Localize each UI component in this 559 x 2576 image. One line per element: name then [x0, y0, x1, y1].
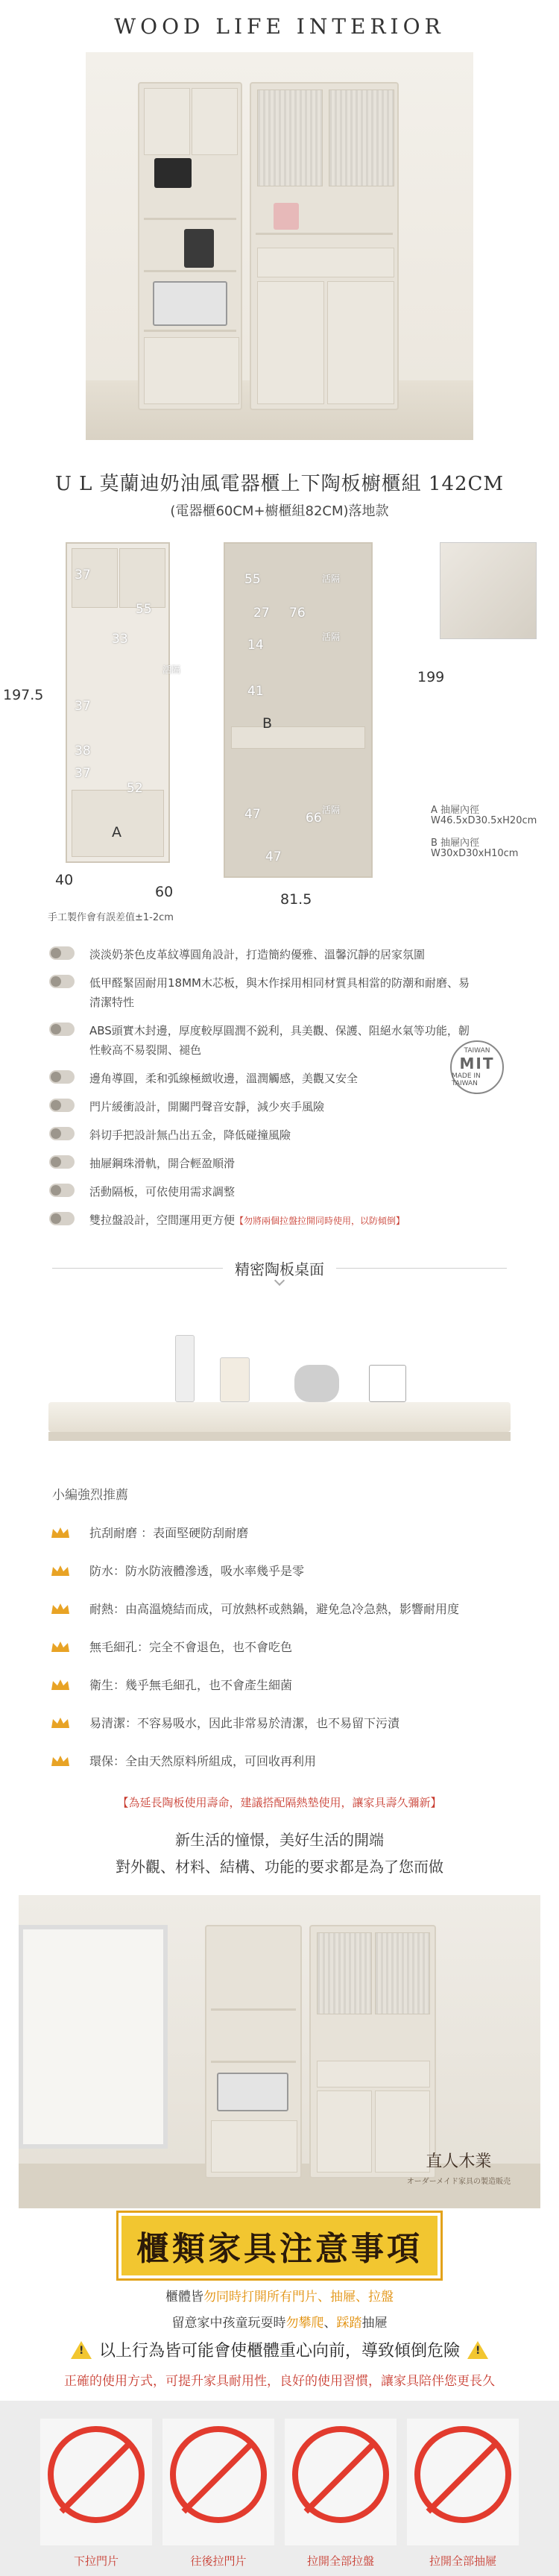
- prohibited-icon: [170, 2426, 267, 2523]
- feature-item: 邊角導圓，柔和弧線極緻收邊，溫潤觸感，美觀又安全: [49, 1069, 559, 1088]
- crown-icon: [51, 1602, 70, 1615]
- notice-line-4: 正確的使用方式，可提升家具耐用性，良好的使用習慣，讓家具陪伴您更長久: [64, 2374, 495, 2389]
- mit-badge: TAIWAN MIT MADE IN TAIWAN: [450, 1040, 504, 1094]
- notice-section: [0, 2213, 559, 2576]
- product-subtitle: (電器櫃60CM+櫥櫃組82CM)落地款: [170, 503, 389, 519]
- dim-right-4: 活隔: [322, 632, 341, 642]
- kettle-icon: [274, 203, 299, 230]
- warning-card: 下拉門片: [40, 2419, 152, 2569]
- recommend-item: 防水：防水防液體滲透，吸水率幾乎是零: [51, 1562, 559, 1579]
- drawer-b-size: W30xD30xH10cm: [431, 848, 519, 859]
- drawer-a-size: W46.5xD30.5xH20cm: [431, 815, 537, 826]
- feature-item: 淡淡奶茶色皮革紋導圓角設計，打造簡約優雅、溫馨沉靜的居家氛圍: [49, 945, 559, 964]
- dimension-drawing: [0, 527, 559, 945]
- dim-left-2: 33: [112, 632, 128, 647]
- toggle-icon: [49, 1127, 75, 1140]
- coffee-machine-icon: [184, 229, 214, 268]
- recommend-title: 小編強烈推薦: [52, 1488, 128, 1503]
- dim-right-10: 66: [306, 811, 322, 826]
- recommend-item: 環保：全由天然原料所組成，可回收再利用: [51, 1752, 559, 1769]
- feature-item: 門片緩衝設計，開關門聲音安靜，減少夾手風險: [49, 1097, 559, 1116]
- warning-card: 往後拉門片: [162, 2419, 274, 2569]
- counter-image: [48, 1290, 511, 1469]
- toggle-icon: [49, 1099, 75, 1112]
- scene-image: [19, 1895, 540, 2208]
- notice-line-1: 櫃體皆勿同時打開所有門片、抽屜、拉盤: [165, 2290, 394, 2305]
- hero-image: [86, 52, 473, 440]
- dim-left-4: 37: [75, 699, 91, 714]
- feature-item: 斜切手把設計無凸出五金，降低碰撞風險: [49, 1125, 559, 1145]
- crown-icon: [51, 1526, 70, 1539]
- toggle-icon: [49, 1184, 75, 1197]
- drawer-b-title: B 抽屜內徑: [431, 838, 480, 849]
- section-divider: [0, 1245, 559, 1290]
- toggle-icon: [49, 946, 75, 960]
- product-title: U L 莫蘭迪奶油風電器櫃上下陶板櫥櫃組 142CM: [54, 473, 505, 495]
- kettle-icon: [294, 1365, 339, 1402]
- section-title: 精密陶板桌面: [223, 1257, 336, 1279]
- crown-icon: [51, 1754, 70, 1768]
- dim-right-9: 活隔: [322, 805, 341, 815]
- toggle-icon: [49, 1155, 75, 1169]
- ceramic-care-note: 【為延長陶板使用壽命，建議搭配隔熱墊使用，讓家具壽久彌新】: [117, 1796, 442, 1809]
- prohibited-icon: [292, 2426, 389, 2523]
- brand-logo: 直人木業 オーダーメイド家具の製造販売: [406, 2152, 511, 2186]
- cup-icon: [369, 1365, 406, 1402]
- notice-heading: 櫃類家具注意事項: [119, 2213, 440, 2278]
- microwave-icon: [153, 281, 227, 326]
- recommend-item: 抗刮耐磨 ：表面堅硬防刮耐磨: [51, 1524, 559, 1541]
- toggle-icon: [49, 975, 75, 988]
- depth-dim: 40: [55, 872, 74, 888]
- prohibited-icon: [48, 2426, 145, 2523]
- recommend-item: 衛生：幾乎無毛細孔，也不會產生細菌: [51, 1676, 559, 1693]
- toaster-icon: [154, 158, 192, 188]
- warning-card: 拉開全部抽屜: [407, 2419, 519, 2569]
- jar-icon: [220, 1357, 250, 1402]
- width-right: 81.5: [280, 891, 312, 908]
- dim-right-8: 47: [244, 807, 261, 822]
- recommend-item: 耐熱：由高溫燒結而成，可放熱杯或熱鍋，避免急冷急熱，影響耐用度: [51, 1600, 559, 1617]
- feature-item: 活動隔板，可依使用需求調整: [49, 1182, 559, 1201]
- brand-header: WOOD LIFE INTERIOR: [114, 13, 445, 39]
- corner-detail-image: [440, 542, 537, 639]
- warning-icon: [467, 2341, 488, 2359]
- appliance-cabinet: [138, 82, 242, 410]
- bottle-icon: [175, 1335, 195, 1402]
- dim-right-5: 14: [247, 638, 264, 653]
- height-left: 197.5: [3, 687, 44, 703]
- height-right: 199: [417, 669, 445, 685]
- dim-left-1: 55: [136, 602, 152, 617]
- toggle-icon: [49, 1070, 75, 1084]
- dim-left-3: 活隔: [162, 665, 181, 675]
- dim-right-0: 55: [244, 572, 261, 587]
- toggle-icon: [49, 1022, 75, 1036]
- tray-warning: 【勿將兩個拉盤拉開同時使用，以防傾倒】: [235, 1216, 405, 1226]
- crown-icon: [51, 1678, 70, 1691]
- drawer-b-label: B: [262, 715, 273, 732]
- warning-cards: [0, 2401, 559, 2576]
- dim-left-6: 37: [75, 766, 91, 781]
- notice-line-3: ! 以上行為皆可能會使櫃體重心向前，導致傾倒危險 !: [0, 2338, 559, 2361]
- feature-item: 雙拉盤設計，空間運用更方便【勿將兩個拉盤拉開同時使用，以防傾倒】: [49, 1210, 559, 1231]
- feature-item: 抽屜鋼珠滑軌，開合輕盈順滑: [49, 1154, 559, 1173]
- cupboard-cabinet: [250, 82, 399, 410]
- dim-right-2: 27: [253, 606, 270, 621]
- dim-right-6: 41: [247, 684, 264, 699]
- crown-icon: [51, 1716, 70, 1730]
- recommend-item: 無毛細孔：完全不會退色，也不會吃色: [51, 1638, 559, 1655]
- dim-left-5: 38: [75, 744, 91, 758]
- crown-icon: [51, 1564, 70, 1577]
- warning-icon: [71, 2341, 92, 2359]
- drawer-a-title: A 抽屜內徑: [431, 805, 480, 816]
- tolerance-note: 手工製作會有誤差值±1-2cm: [48, 912, 174, 923]
- crown-icon: [51, 1640, 70, 1653]
- microwave-icon: [217, 2073, 288, 2111]
- dim-left-0: 37: [75, 568, 91, 582]
- dim-right-11: 47: [265, 849, 282, 864]
- notice-line-2: 留意家中孩童玩耍時勿攀爬、踩踏抽屜: [171, 2316, 388, 2331]
- slogan: 新生活的憧憬，美好生活的開端 對外觀、材料、結構、功能的要求都是為了您而做: [116, 1831, 443, 1876]
- dim-cabinet-right: [224, 542, 373, 878]
- dim-right-3: 76: [289, 606, 306, 621]
- width-left: 60: [155, 884, 174, 900]
- feature-item: 低甲醛緊固耐用18MM木芯板，與木作採用相同材質具相當的防潮和耐磨、易清潔特性: [49, 973, 559, 1012]
- toggle-icon: [49, 1212, 75, 1225]
- recommend-item: 易清潔：不容易吸水，因此非常易於清潔，也不易留下污漬: [51, 1714, 559, 1731]
- warning-card: 拉開全部拉盤: [285, 2419, 397, 2569]
- feature-item: ABS頭實木封邊，厚度較厚圓潤不鋭利，具美觀、保護、阻絕水氣等功能，韌性較高不易裂開、褪色: [49, 1021, 559, 1060]
- dim-right-1: 活隔: [322, 574, 341, 584]
- dim-left-7: 52: [127, 781, 143, 796]
- drawer-a-label: A: [112, 824, 121, 841]
- prohibited-icon: [414, 2426, 511, 2523]
